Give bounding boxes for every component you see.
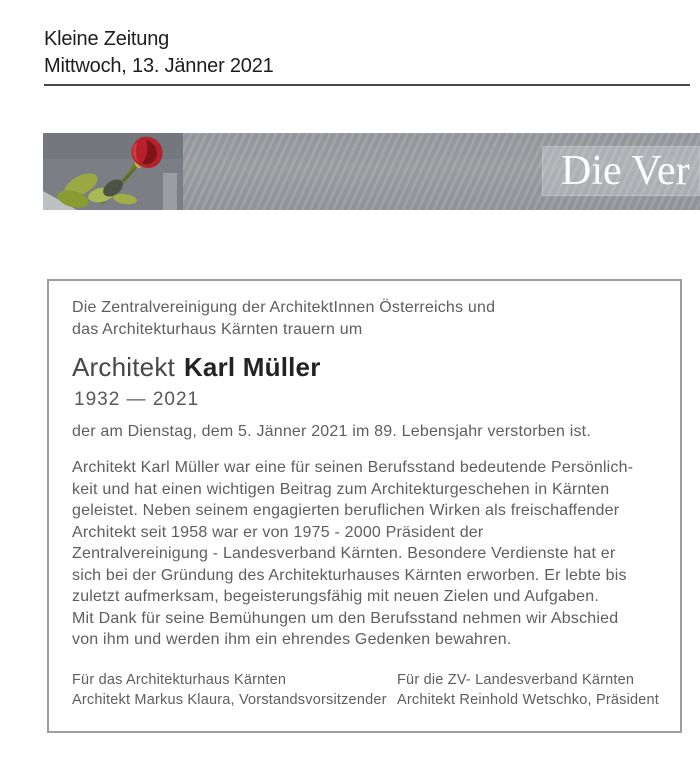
banner-title: Die Ver [561, 148, 690, 194]
deceased-title: Architekt [72, 352, 175, 382]
deceased-name-line [72, 351, 321, 383]
signoff-person: Architekt Reinhold Wetschko, Präsident [397, 691, 660, 708]
obituary-body [72, 457, 672, 651]
body-line: Mit Dank für seine Bemühungen um den Berufsstand nehmen wir Abschied [72, 609, 619, 627]
obituary-box [47, 279, 682, 733]
body-line: geleistet. Neben seinem engagierten beruflichen Wirken als freischaffender [72, 502, 620, 519]
signoff-zv-landesverband [397, 671, 659, 710]
intro-line: Die Zentralvereinigung der ArchitektInnen Österreichs und [72, 299, 496, 316]
masthead [44, 26, 274, 80]
body-line: Architekt Karl Müller war eine für seinen Berufsstand bedeutende Persönlich- [72, 459, 634, 476]
body-line: keit und hat einen wichtigen Beitrag zum Architekturgeschehen in Kärnten [72, 480, 610, 498]
obituary-intro [72, 297, 495, 340]
signoff-architekturhaus [72, 671, 387, 710]
deceased-name: Karl Müller [183, 352, 321, 382]
body-line: zuletzt aufmerksam, begeisterungsfähig mit neuen Zielen und Aufgaben. [72, 588, 600, 605]
life-years: 1932 — 2021 [74, 389, 200, 410]
death-notice-line: der am Dienstag, dem 5. Jänner 2021 im 89. Lebensjahr verstorben ist. [72, 423, 591, 440]
body-line: von ihm und werden ihm ein ehrendes Gedenken bewahren. [72, 631, 512, 648]
rose-photo-icon [43, 133, 183, 210]
intro-line: das Architekturhaus Kärnten trauern um [72, 320, 363, 338]
masthead-name: Kleine Zeitung [44, 28, 170, 50]
signoff-org: Für die ZV- Landesverband Kärnten [397, 672, 635, 688]
body-line: Architekt seit 1958 war er von 1975 - 2000 Präsident der [72, 523, 484, 541]
signoff-person: Architekt Markus Klaura, Vorstandsvorsitzender [72, 691, 387, 708]
body-line: Zentralvereinigung - Landesverband Kärnten. Besondere Verdienste hat er [72, 545, 616, 562]
memorial-banner [43, 133, 700, 210]
body-line: sich bei der Gründung des Architekturhauses Kärnten erworben. Er lebte bis [72, 566, 627, 584]
signoff-org: Für das Architekturhaus Kärnten [72, 672, 287, 688]
masthead-date: Mittwoch, 13. Jänner 2021 [44, 55, 274, 77]
header-divider [44, 84, 690, 86]
